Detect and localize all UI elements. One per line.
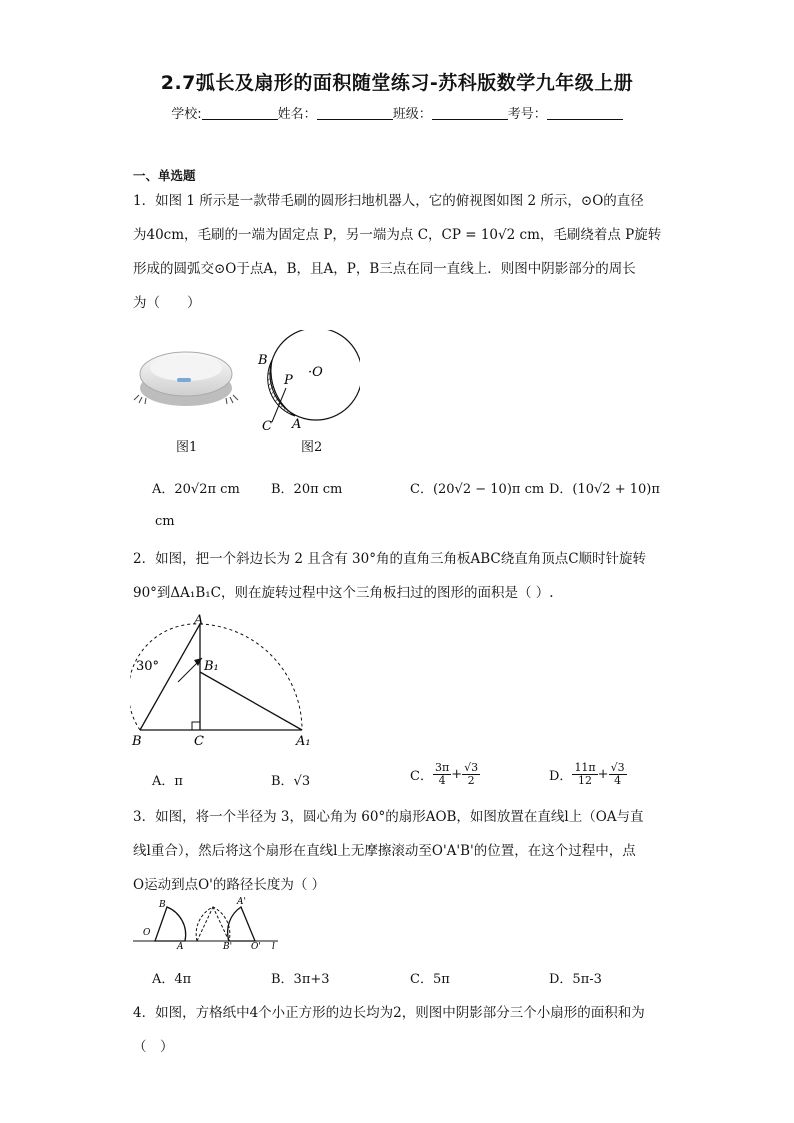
sector-aob [155,907,186,941]
school-label: 学校: [171,107,202,122]
label-o: O [143,928,151,938]
question-1 [133,184,663,320]
q2-c-prefix: C． [410,769,433,784]
side-ab [140,624,200,730]
label-a: A [194,613,204,628]
label-b: B [258,353,268,368]
q2-option-d[interactable]: D． $\frac{11\pi}{12}$ + $\frac{√3}{4}$ [549,761,625,787]
q1-line1: 1．如图 1 所示是一款带毛刷的圆形扫地机器人，它的俯视图如图 2 所示，⊙O的直径 [133,193,644,209]
q2-d-prefix: D． [549,769,573,784]
label-a-prime: A' [237,897,246,907]
class-label: 班级： [392,107,432,122]
q2-option-c[interactable]: C． $\frac{3\pi}{4}$ + $\frac{√3}{2}$ [410,761,479,787]
label-p: P [284,373,293,388]
q4-line2: （ ） [133,1039,174,1055]
name-blank[interactable] [317,106,393,120]
q1-line4: 为（ ） [133,295,201,311]
q4-line1: 4．如图，方格纸中4个小正方形的边长均为2，则图中阴影部分三个小扇形的面积和为 [133,1005,645,1021]
q1-option-d[interactable]: D．(10√2 + 10)π [549,482,660,497]
exam-blank[interactable] [547,106,623,120]
label-a: A [292,417,302,432]
q2-line2: 90°到ΔA₁B₁C，则在旋转过程中这个三角板扫过的图形的面积是（ ）. [133,585,554,601]
arc-aa1 [200,624,302,730]
sector-final [228,907,255,941]
q1-option-d-unit: cm [155,514,175,529]
fig2-caption: 图2 [301,440,323,455]
side-b1a1 [200,672,302,730]
q2-line1: 2．如图，把一个斜边长为 2 且含有 30°角的直角三角板ABC绕直角顶点C顺时针旋转 [133,551,647,567]
q2-c-frac2: $\frac{√3}{2}$ [464,761,479,787]
label-a1: A₁ [296,734,311,749]
question-2 [133,542,663,610]
label-b-prime: B' [223,942,233,950]
q2-option-b[interactable]: B．√3 [271,774,311,789]
q1-line2: 为40cm，毛刷的一端为固定点 P，另一端为点 C，CP = 10√2 cm，毛刷绕着点 P旋转 [133,227,662,243]
q3-option-d[interactable]: D．5π-3 [549,972,602,987]
label-b: B [132,734,142,749]
q3-option-c[interactable]: C．5π [410,972,450,987]
arc-ba [130,624,200,730]
q2-option-a[interactable]: A．π [152,774,183,789]
rotation-triangle-figure [130,612,330,752]
q2-d-frac2: $\frac{√3}{4}$ [610,761,625,787]
label-b1: B₁ [204,659,219,674]
q1-option-a[interactable]: A．20√2π cm [152,482,240,497]
robot-top [150,355,222,381]
q3-option-b[interactable]: B．3π+3 [271,972,330,987]
question-3 [133,800,663,902]
class-blank[interactable] [432,106,508,120]
q3-line1: 3．如图，将一个半径为 3，圆心角为 60°的扇形AOB，如图放置在直线l上（OA与直 [133,809,644,825]
name-label: 姓名： [277,107,317,122]
label-a: A [177,942,184,950]
label-o-prime: O' [251,942,261,950]
label-angle: 30° [136,659,160,674]
fig1-caption: 图1 [176,440,198,455]
sector-intermediate [196,907,230,941]
q2-d-frac1: $\frac{11\pi}{12}$ [574,761,596,787]
q1-line3: 形成的圆弧交⊙O于点A，B，且A，P，B三点在同一直线上．则图中阴影部分的周长 [133,261,636,277]
question-4 [133,996,663,1064]
exam-label: 考号： [507,107,547,122]
label-l: l [272,942,275,950]
student-info-line [0,103,794,122]
q1-option-b[interactable]: B．20π cm [271,482,343,497]
q3-line2: 线l重合），然后将这个扇形在直线l上无摩擦滚动至O'A'B'的位置，在这个过程中，点 [133,843,636,859]
q2-c-frac1: $\frac{3\pi}{4}$ [434,761,450,787]
label-o: ·O [308,365,323,380]
q1-option-c[interactable]: C．(20√2 − 10)π cm [410,482,545,497]
section-heading: 一、单选题 [133,168,196,183]
label-c: C [194,734,204,749]
school-blank[interactable] [202,106,278,120]
robot-light [177,378,191,382]
page-title: 2.7弧长及扇形的面积随堂练习-苏科版数学九年级上册 [160,72,634,94]
q3-option-a[interactable]: A．4π [152,972,192,987]
robot-topview-figure [250,330,360,435]
right-angle-mark [192,722,200,730]
robot-vacuum-figure [133,340,243,415]
label-c: C [262,419,272,434]
label-b: B [159,900,166,910]
rolling-sector-figure [133,895,283,950]
q3-line3: O运动到点O'的路径长度为（ ） [133,877,326,893]
